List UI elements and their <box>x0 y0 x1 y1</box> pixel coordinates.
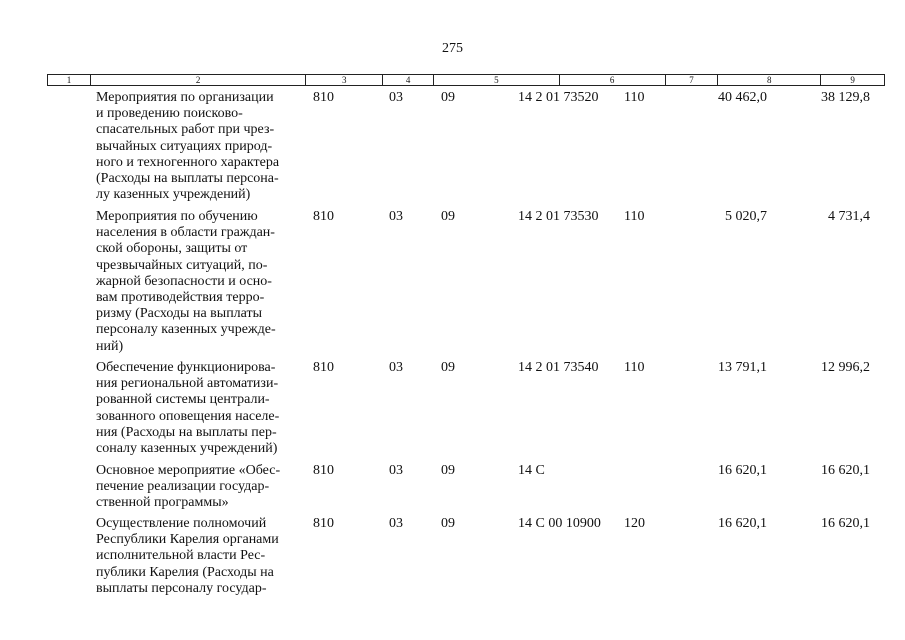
row-description: Обеспечение функционирова- ния региональной автоматизи- рованной системы централи- зованного оповещения населе- ния (Расходы на выплаты пер- соналу казенных учреждений) <box>96 360 280 457</box>
row-subsection: 09 <box>441 360 455 375</box>
table-row <box>0 360 905 460</box>
column-header-1: 1 <box>48 75 91 85</box>
row-amount-2: 4 731,4 <box>828 209 870 224</box>
row-target-article: 14 С 00 10900 <box>518 516 601 531</box>
column-header-5: 5 <box>434 75 560 85</box>
table-row <box>0 463 905 513</box>
column-header-2: 2 <box>91 75 306 85</box>
row-expense-type: 110 <box>624 360 645 375</box>
row-target-article: 14 2 01 73540 <box>518 360 599 375</box>
row-section: 03 <box>389 360 403 375</box>
column-header-9: 9 <box>850 75 855 85</box>
row-admin-code: 810 <box>313 360 334 375</box>
row-description: Основное мероприятие «Обес- печение реализации государ- ственной программы» <box>96 463 281 511</box>
column-header-4: 4 <box>383 75 434 85</box>
table-row <box>0 516 905 600</box>
page-number: 275 <box>442 41 463 56</box>
row-amount-1: 13 791,1 <box>718 360 767 375</box>
row-section: 03 <box>389 209 403 224</box>
row-target-article: 14 С <box>518 463 545 478</box>
column-header-8: 8 <box>718 75 821 85</box>
row-subsection: 09 <box>441 516 455 531</box>
row-admin-code: 810 <box>313 90 334 105</box>
row-amount-2: 16 620,1 <box>821 516 870 531</box>
row-amount-1: 40 462,0 <box>718 90 767 105</box>
row-amount-1: 5 020,7 <box>725 209 767 224</box>
row-description: Осуществление полномочий Республики Карелия органами исполнительной власти Рес- публики Карелия (Расходы на выплаты персоналу государ- <box>96 516 279 596</box>
row-section: 03 <box>389 516 403 531</box>
row-expense-type: 120 <box>624 516 645 531</box>
row-subsection: 09 <box>441 90 455 105</box>
row-section: 03 <box>389 90 403 105</box>
row-amount-2: 12 996,2 <box>821 360 870 375</box>
row-subsection: 09 <box>441 209 455 224</box>
column-header-7: 7 <box>666 75 719 85</box>
row-target-article: 14 2 01 73520 <box>518 90 599 105</box>
table-row <box>0 209 905 357</box>
row-expense-type: 110 <box>624 90 645 105</box>
row-admin-code: 810 <box>313 463 334 478</box>
row-target-article: 14 2 01 73530 <box>518 209 599 224</box>
row-amount-2: 16 620,1 <box>821 463 870 478</box>
row-amount-1: 16 620,1 <box>718 463 767 478</box>
row-description: Мероприятия по обучению населения в области граждан- ской обороны, защиты от чрезвычайных ситуаций, по- жарной безопасности и осно- вам противодействия терро- ризму (Расходы на выплаты персоналу казенных учрежде- ний) <box>96 209 276 354</box>
column-header-3: 3 <box>306 75 383 85</box>
table-body <box>0 90 905 603</box>
row-admin-code: 810 <box>313 209 334 224</box>
row-subsection: 09 <box>441 463 455 478</box>
table-header-row <box>47 74 885 86</box>
row-expense-type: 110 <box>624 209 645 224</box>
row-description: Мероприятия по организации и проведению поисково- спасательных работ при чрез- вычайных ситуациях природ- ного и техногенного характера (Расходы на выплаты персона- лу казенных учреждений) <box>96 90 280 203</box>
column-header-6: 6 <box>560 75 666 85</box>
row-section: 03 <box>389 463 403 478</box>
table-row <box>0 90 905 206</box>
row-amount-2: 38 129,8 <box>821 90 870 105</box>
row-amount-1: 16 620,1 <box>718 516 767 531</box>
row-admin-code: 810 <box>313 516 334 531</box>
